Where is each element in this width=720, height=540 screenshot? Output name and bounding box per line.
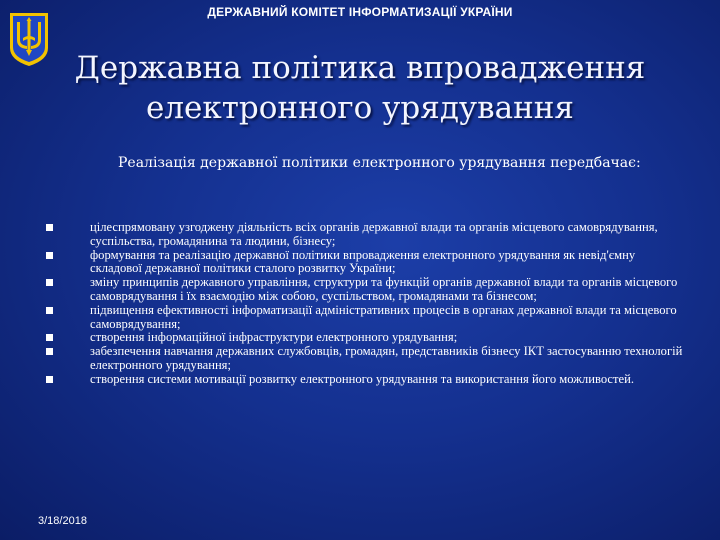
list-item bbox=[44, 221, 684, 249]
list-item-text: створення системи мотивації розвитку електронного урядування та використання його можливостей. bbox=[90, 371, 634, 386]
bullet-list bbox=[44, 221, 684, 387]
square-bullet-icon bbox=[46, 252, 53, 259]
square-bullet-icon bbox=[46, 376, 53, 383]
square-bullet-icon bbox=[46, 348, 53, 355]
square-bullet-icon bbox=[46, 279, 53, 286]
committee-name: ДЕРЖАВНИЙ КОМІТЕТ ІНФОРМАТИЗАЦІЇ УКРАЇНИ bbox=[207, 5, 513, 19]
list-item-text: формування та реалізацію державної політики впровадження електронного урядування як невід'ємну складової державної політики сталого розвитку України; bbox=[90, 247, 636, 276]
square-bullet-icon bbox=[46, 224, 53, 231]
list-item bbox=[44, 304, 684, 332]
list-item-text: підвищення ефективності інформатизації адміністративних процесів в органах державної влади та місцевого самоврядування; bbox=[90, 302, 677, 331]
list-item-text: цілеспрямовану узгоджену діяльність всіх органів державної влади та органів місцевого самоврядування, суспільства, громадянина та людини, бізнесу; bbox=[90, 220, 658, 248]
list-item bbox=[44, 249, 684, 277]
list-item bbox=[44, 276, 684, 304]
list-item bbox=[44, 345, 684, 373]
square-bullet-icon bbox=[46, 334, 53, 341]
intro-text: Реалізація державної політики електронного урядування передбачає: bbox=[118, 155, 641, 171]
slide-title-line-2: електронного урядування bbox=[146, 90, 574, 126]
list-item-text: зміну принципів державного управління, структури та функцій органів державної влади та органів місцевого самоврядування і їх взаємодію між собою, суспільством, громадянами та бізнесом; bbox=[90, 275, 678, 303]
list-item bbox=[44, 331, 684, 345]
header-bar bbox=[0, 0, 720, 22]
list-item bbox=[44, 373, 684, 387]
slide-title-line-1: Державна політика впровадження bbox=[74, 50, 646, 86]
list-item-text: забезпечення навчання державних службовців, громадян, представників бізнесу ІКТ застосуванню технологій електронного урядування; bbox=[90, 344, 683, 372]
list-item-text: створення інформаційної інфраструктури електронного урядування; bbox=[90, 330, 458, 345]
slide-title bbox=[0, 48, 720, 128]
square-bullet-icon bbox=[46, 307, 53, 314]
slide-date: 3/18/2018 bbox=[38, 515, 87, 527]
